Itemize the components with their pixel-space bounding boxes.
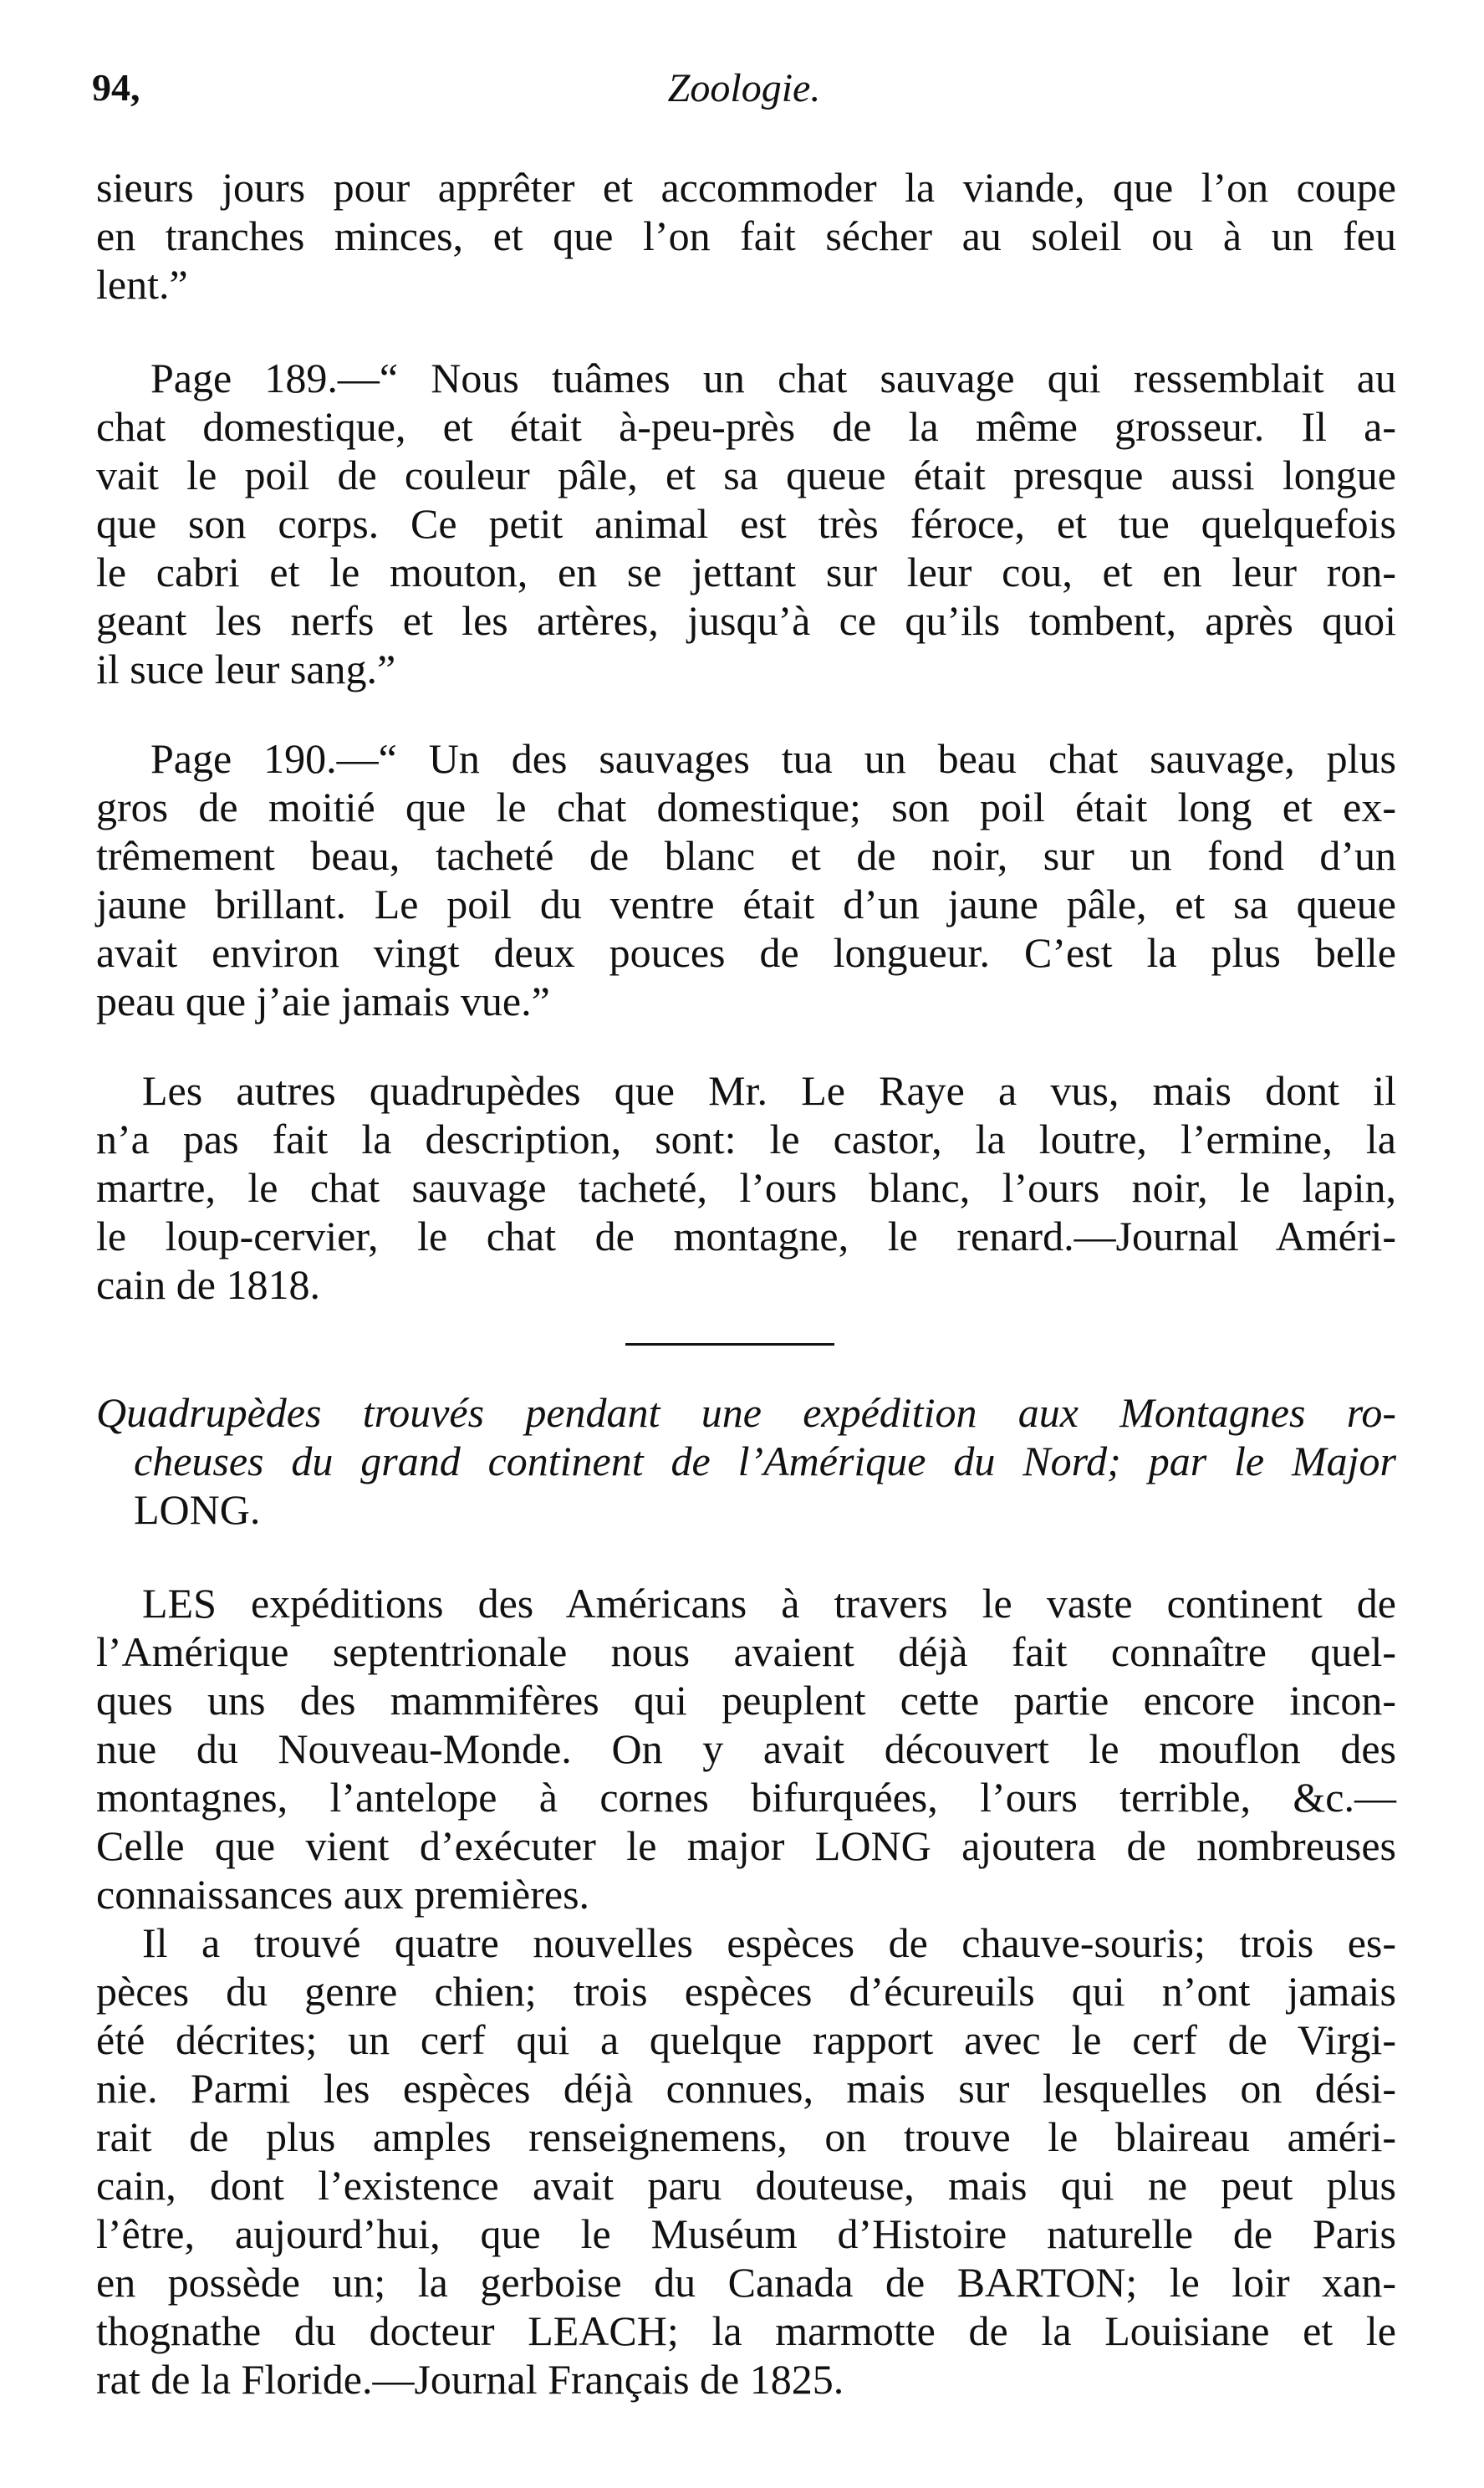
running-title: Zoologie. bbox=[667, 66, 821, 110]
text-line: connaissances aux premières. bbox=[96, 1871, 590, 1918]
text-line: peau que j’aie jamais vue.” bbox=[96, 978, 550, 1024]
text-line: lent.” bbox=[96, 261, 188, 308]
text-line: gros de moitié que le chat domestique; son poil était long et ex- bbox=[96, 784, 1396, 830]
text-line: été décrites; un cerf qui a quelque rapport avec le cerf de Virgi- bbox=[96, 2016, 1396, 2063]
text-line: montagnes, l’antelope à cornes bifurquées, l’ours terrible, &c.— bbox=[96, 1774, 1396, 1821]
text-line: que son corps. Ce petit animal est très féroce, et tue quelquefois bbox=[96, 500, 1396, 547]
text-line: en tranches minces, et que l’on fait sécher au soleil ou à un feu bbox=[96, 212, 1396, 259]
text-line: cain, dont l’existence avait paru douteuse, mais qui ne peut plus bbox=[96, 2162, 1396, 2209]
text-line: Celle que vient d’exécuter le major LONG ajoutera de nombreuses bbox=[96, 1822, 1396, 1869]
text-line: geant les nerfs et les artères, jusqu’à ce qu’ils tombent, après quoi bbox=[96, 597, 1396, 644]
page-header bbox=[92, 65, 1396, 124]
text-line: martre, le chat sauvage tacheté, l’ours blanc, l’ours noir, le lapin, bbox=[96, 1164, 1396, 1211]
text-line: Page 189.—“ Nous tuâmes un chat sauvage qui ressemblait au bbox=[150, 355, 1396, 401]
text-line: le cabri et le mouton, en se jettant sur leur cou, et en leur ron- bbox=[96, 549, 1396, 595]
text-line: n’a pas fait la description, sont: le castor, la loutre, l’ermine, la bbox=[96, 1116, 1396, 1162]
text-line: ques uns des mammifères qui peuplent cette partie encore incon- bbox=[96, 1677, 1396, 1724]
text-line: cain de 1818. bbox=[96, 1261, 320, 1308]
text-line: l’Amérique septentrionale nous avaient déjà fait connaître quel- bbox=[96, 1628, 1396, 1675]
text-line: Page 190.—“ Un des sauvages tua un beau chat sauvage, plus bbox=[150, 735, 1396, 782]
text-line: avait environ vingt deux pouces de longueur. C’est la plus belle bbox=[96, 929, 1396, 976]
section-heading-line: cheuses du grand continent de l’Amérique du Nord; par le Major bbox=[134, 1438, 1396, 1484]
section-divider bbox=[625, 1343, 834, 1346]
text-line: nue du Nouveau-Monde. On y avait découvert le mouflon des bbox=[96, 1725, 1396, 1772]
text-line: chat domestique, et était à-peu-près de la même grosseur. Il a- bbox=[96, 403, 1396, 450]
text-line: en possède un; la gerboise du Canada de BARTON; le loir xan- bbox=[96, 2259, 1396, 2306]
text-line: vait le poil de couleur pâle, et sa queue était presque aussi longue bbox=[96, 452, 1396, 498]
text-line: LES expéditions des Américans à travers le vaste continent de bbox=[142, 1580, 1396, 1627]
text-line: Les autres quadrupèdes que Mr. Le Raye a vus, mais dont il bbox=[142, 1067, 1396, 1114]
section-heading-author: LONG. bbox=[134, 1486, 261, 1533]
page-number: 94, bbox=[92, 66, 140, 109]
text-line: rait de plus amples renseignemens, on trouve le blaireau améri- bbox=[96, 2113, 1396, 2160]
text-line: Il a trouvé quatre nouvelles espèces de chauve-souris; trois es- bbox=[142, 1919, 1396, 1966]
text-line: pèces du genre chien; trois espèces d’écureuils qui n’ont jamais bbox=[96, 1968, 1396, 2015]
text-line: le loup-cervier, le chat de montagne, le renard.—Journal Améri- bbox=[96, 1213, 1396, 1259]
text-line: jaune brillant. Le poil du ventre était d’un jaune pâle, et sa queue bbox=[96, 881, 1396, 927]
text-line: sieurs jours pour apprêter et accommoder la viande, que l’on coupe bbox=[96, 164, 1396, 211]
text-line: l’être, aujourd’hui, que le Muséum d’Histoire naturelle de Paris bbox=[96, 2210, 1396, 2257]
text-line: il suce leur sang.” bbox=[96, 646, 396, 692]
text-line: rat de la Floride.—Journal Français de 1825. bbox=[96, 2356, 844, 2403]
text-line: trêmement beau, tacheté de blanc et de noir, sur un fond d’un bbox=[96, 832, 1396, 879]
text-line: thognathe du docteur LEACH; la marmotte de la Louisiane et le bbox=[96, 2307, 1396, 2354]
text-line: nie. Parmi les espèces déjà connues, mais sur lesquelles on dési- bbox=[96, 2065, 1396, 2112]
section-heading-line: Quadrupèdes trouvés pendant une expédition aux Montagnes ro- bbox=[96, 1389, 1396, 1436]
